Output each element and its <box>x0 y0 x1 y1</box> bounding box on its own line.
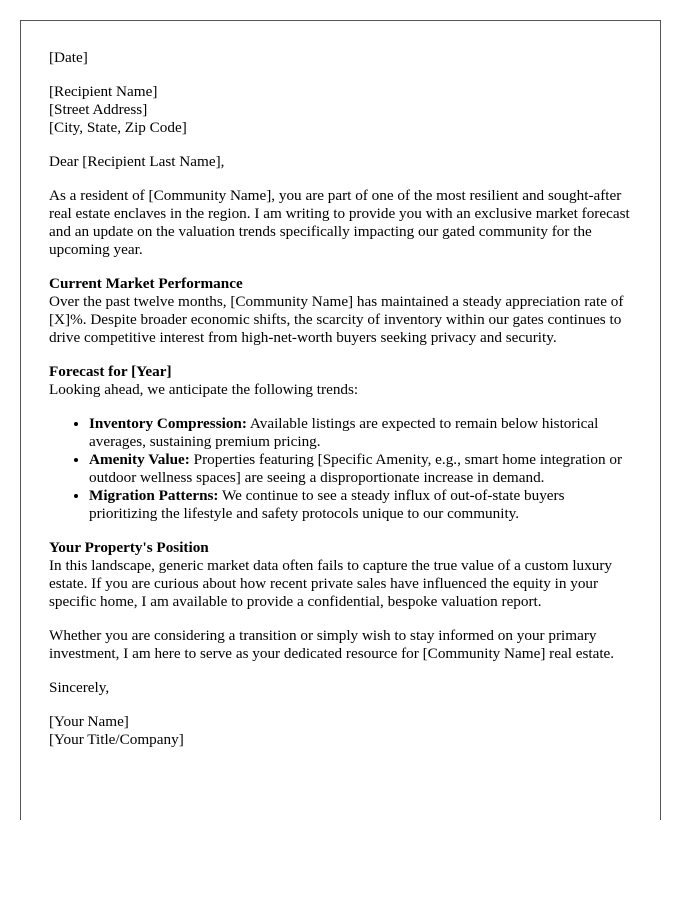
signature-name: [Your Name] <box>49 713 129 730</box>
property-position-section <box>49 539 634 611</box>
signature-title: [Your Title/Company] <box>49 731 184 748</box>
forecast-heading: Forecast for [Year] <box>49 363 172 380</box>
intro-paragraph: As a resident of [Community Name], you are part of one of the most resilient and sought-after real estate enclaves in the region. I am writing to provide you with an exclusive market forecast and an update on the valuation trends specifically impacting our gated community for the upcoming year. <box>49 187 630 258</box>
recipient-street: [Street Address] <box>49 101 148 118</box>
trend-label: Amenity Value: <box>89 451 190 468</box>
property-position-heading: Your Property's Position <box>49 539 209 556</box>
current-market-section <box>49 275 634 347</box>
letter-date: [Date] <box>49 49 88 66</box>
property-position-body: In this landscape, generic market data often fails to capture the true value of a custom luxury estate. If you are curious about how recent private sales have influenced the equity in your specific home, I am available to provide a confidential, bespoke valuation report. <box>49 557 612 610</box>
salutation: Dear [Recipient Last Name], <box>49 153 225 170</box>
trend-label: Migration Patterns: <box>89 487 219 504</box>
letter-content <box>49 49 634 765</box>
forecast-trend-list <box>49 415 634 523</box>
trend-text: We continue to see a steady influx of out-of-state buyers prioritizing the lifestyle and safety protocols unique to our community. <box>89 487 565 522</box>
forecast-section <box>49 363 634 399</box>
signoff: Sincerely, <box>49 679 110 696</box>
trend-text: Properties featuring [Specific Amenity, e.g., smart home integration or outdoor wellness spaces] are seeing a disproportionate increase in demand. <box>89 451 623 486</box>
closing-paragraph: Whether you are considering a transition or simply wish to stay informed on your primary investment, I am here to serve as your dedicated resource for [Community Name] real estate. <box>49 627 615 662</box>
list-item <box>89 451 634 487</box>
list-item <box>89 415 634 451</box>
recipient-city-state-zip: [City, State, Zip Code] <box>49 119 187 136</box>
forecast-body: Looking ahead, we anticipate the following trends: <box>49 381 359 398</box>
current-market-heading: Current Market Performance <box>49 275 243 292</box>
trend-label: Inventory Compression: <box>89 415 247 432</box>
recipient-address-block <box>49 83 634 137</box>
signature-block <box>49 713 634 749</box>
trend-text: Available listings are expected to remain below historical averages, sustaining premium pricing. <box>89 415 599 450</box>
recipient-name: [Recipient Name] <box>49 83 158 100</box>
list-item <box>89 487 634 523</box>
letter-page <box>20 20 661 820</box>
current-market-body: Over the past twelve months, [Community Name] has maintained a steady appreciation rate of [X]%. Despite broader economic shifts, the scarcity of inventory within our gates continues to drive competitive interest from high-net-worth buyers seeking privacy and security. <box>49 293 624 346</box>
